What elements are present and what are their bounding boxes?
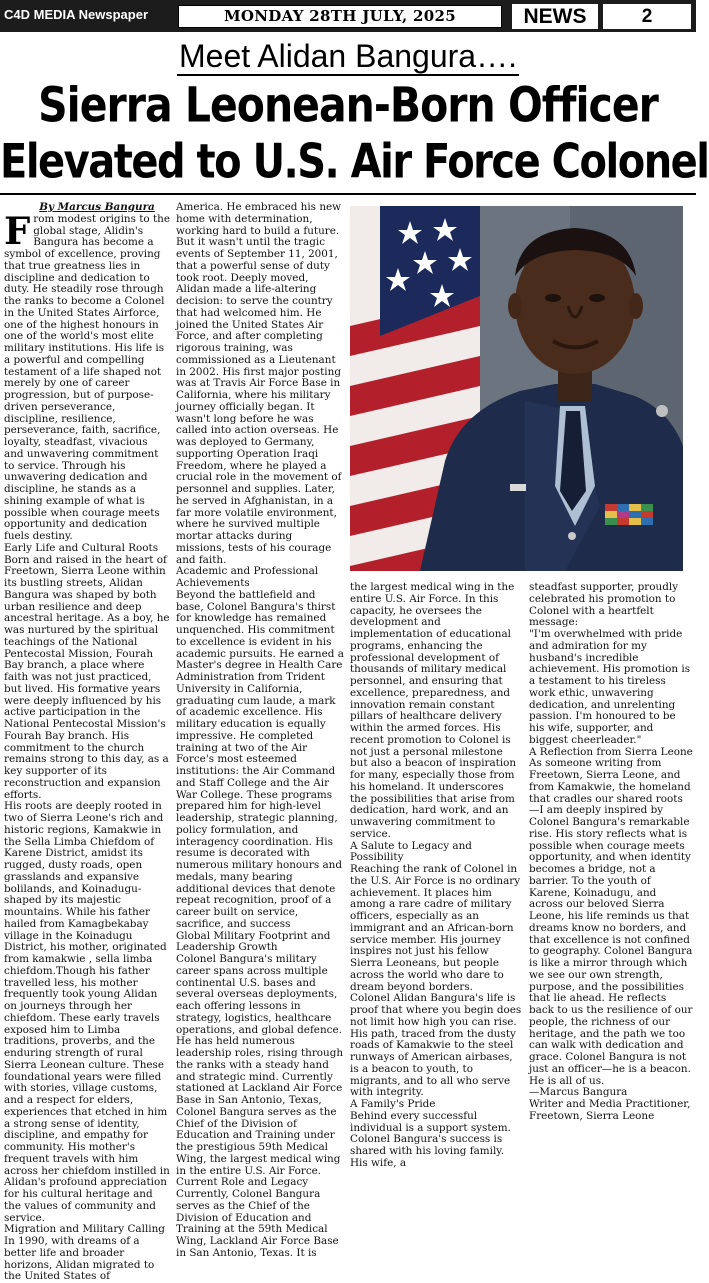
headline-divider bbox=[0, 193, 696, 195]
author-signature: —Marcus Bangura bbox=[529, 1086, 628, 1099]
subheading: Migration and Military Calling bbox=[4, 1223, 165, 1236]
article-paragraph: Colonel Alidan Bangura's life is proof that where you begin does not limit how high you can rise. His path, traced from the dusty roads of Kamakwie to the steel runways of American airbases, is a beacon to youth, to migrants, and to all who serve with integrity. bbox=[350, 992, 522, 1099]
kicker-headline bbox=[0, 36, 696, 76]
article-paragraph: the largest medical wing in the entire U.S. Air Force. In this capacity, he oversees the development and implementation of educational programs, enhancing the professional development of thousands of military medical personnel, and ensuring that excellence, preparedness, and innovation remain constant pillars of healthcare delivery within the armed forces. His recent promotion to Colonel is not just a personal milestone but also a beacon of inspiration for many, especially those from his homeland. It underscores the possibilities that arise from dedication, hard work, and an unwavering commitment to service. bbox=[350, 581, 517, 840]
article-paragraph: America. He embraced his new home with determination, working hard to build a future. But it wasn't until the tragic events of September 11, 2001, that a powerful sense of duty took root. Deeply moved, Alidan made a life-altering decision: to serve the country that had welcomed him. He joined the United States Air Force, and after completing rigorous training, was commissioned as a Lieutenant in 2002. His first major posting was at Travis Air Force Base in California, where his military journey officially began. It wasn't long before he was called into action overseas. He was deployed to Germany, supporting Operation Iraqi Freedom, where he played a crucial role in the movement of personnel and supplies. Later, he served in Afghanistan, in a far more volatile environment, where he survived multiple mortar attacks during missions, tests of his courage and faith. bbox=[176, 201, 342, 566]
section-label: NEWS bbox=[512, 4, 598, 29]
article-column-4 bbox=[529, 581, 693, 1122]
author-location: Freetown, Sierra Leone bbox=[529, 1109, 655, 1122]
article-paragraph: As someone writing from Freetown, Sierra Leone, and from Kamakwie, the homeland that cradles our shared roots—I am deeply inspired by Colonel Bangura's remarkable rise. His story reflects what is possible when courage meets opportunity, and when identity becomes a bridge, not a barrier. To the youth of Karene, Koinadugu, and across our beloved Sierra Leone, his life reminds us that dreams know no borders, and that excellence is not confined to geography. Colonel Bangura is like a mirror through which we see our own strength, purpose, and the possibilities that lie ahead. He reflects back to us the resilience of our people, the richness of our heritage, and the path we too can walk with dedication and grace. Colonel Bangura is not just an officer—he is a beacon. He is all of us. bbox=[529, 757, 693, 1087]
article-paragraph: Reaching the rank of Colonel in the U.S. Air Force is no ordinary achievement. It places him among a rare cadre of military officers, especially as an immigrant and an African-born service member. His journey inspires not just his fellow Sierra Leoneans, but people across the world who dare to dream beyond borders. bbox=[350, 863, 521, 993]
article-column-1 bbox=[4, 201, 170, 1283]
portrait-illustration bbox=[350, 206, 683, 571]
article-text: rom modest origins to the global stage, Alidin's Bangura has become a symbol of excellence, proving that true greatness lies in discipline and dedication to duty. He steadily rose through the ranks to become a Colonel in the United States Airforce, one of the highest honours in one of the world's most elite military institutions. His life is a powerful and compelling testament of a life shaped not merely by one of career progression, but of purpose-driven perseverance, discipline, resilience, perseverance, faith, sacrifice, loyalty, steadfast, vivacious and unwavering commitment to service. Through his unwavering dedication and discipline, he stands as a shining example of what is possible when courage meets opportunity and dedication fuels destiny. bbox=[4, 212, 170, 542]
issue-date: MONDAY 28TH JULY, 2025 bbox=[178, 5, 502, 28]
article-paragraph: Beyond the battlefield and base, Colonel Bangura's thirst for knowledge has remained unquenched. His commitment to excellence is evident in his academic pursuits. He earned a Master's degree in Health Care Administration from Trident University in California, graduating cum laude, a mark of academic excellence. His military education is equally impressive. He completed training at two of the Air Force's most esteemed institutions: the Air Command and Staff College and the Air War College. These programs prepared him for high-level leadership, strategic planning, policy formulation, and interagency coordination. His resume is decorated with numerous military honours and medals, many bearing additional devices that denote repeat recognition, proof of a career built on service, sacrifice, and success bbox=[176, 588, 344, 930]
article-paragraph bbox=[4, 208, 170, 543]
publication-name: C4D MEDIA Newspaper bbox=[4, 7, 148, 22]
headline-line-2: Elevated to U.S. Air Force Colonel bbox=[0, 134, 709, 190]
subheading: A Reflection from Sierra Leone bbox=[529, 745, 693, 758]
subheading: Global Military Footprint and Leadership Growth bbox=[176, 929, 331, 954]
masthead-bar bbox=[0, 0, 696, 32]
article-paragraph: Currently, Colonel Bangura serves as the Chief of the Division of Education and Training at the 59th Medical Wing, Lackland Air Force Base in San Antonio, Texas. It is bbox=[176, 1188, 339, 1259]
article-paragraph: Behind every successful individual is a support system. Colonel Bangura's success is shared with his loving family. His wife, a bbox=[350, 1109, 511, 1169]
subheading: Academic and Professional Achievements bbox=[176, 565, 319, 589]
headline-line-1: Sierra Leonean-Born Officer bbox=[38, 76, 658, 134]
article-paragraph: steadfast supporter, proudly celebrated his promotion to Colonel with a heartfelt message: bbox=[529, 581, 679, 629]
kicker-text: Meet Alidan Bangura…. bbox=[179, 38, 517, 74]
byline: By Marcus Bangura bbox=[39, 201, 155, 213]
quote-paragraph: "I'm overwhelmed with pride and admiration for my husband's incredible achievement. His promotion is a testament to his tireless work ethic, unwavering dedication, and unrelenting passion. I'm honoured to be his wife, supporter, and biggest cheerleader." bbox=[529, 628, 691, 746]
subheading: A Family's Pride bbox=[350, 1098, 436, 1110]
article-paragraph: Colonel Bangura's military career spans across multiple continental U.S. bases and several overseas deployments, each offering lessons in strategy, logistics, healthcare operations, and global defence. He has held numerous leadership roles, rising through the ranks with a steady hand and strategic mind. Currently stationed at Lackland Air Force Base in San Antonio, Texas, Colonel Bangura serves as the Chief of the Division of Education and Training under the prestigious 59th Medical Wing, the largest medical wing in the entire U.S. Air Force. bbox=[176, 953, 344, 1177]
officer-portrait-photo bbox=[350, 206, 683, 571]
page-number: 2 bbox=[603, 4, 691, 29]
article-paragraph: Born and raised in the heart of Freetown, Sierra Leone within its bustling streets, Alidan Bangura was shaped by both urban resilience and deep ancestral heritage. As a boy, he was nurtured by the spiritual teachings of the National Pentecostal Mission, Fourah Bay branch, a place where faith was not just practiced, but lived. His formative years were deeply influenced by his active participation in the National Pentecostal Mission's Fourah Bay branch. His commitment to the church remains strong to this day, as a key supporter of its reconstruction and expansion efforts. bbox=[4, 553, 170, 801]
article-column-3 bbox=[350, 581, 522, 1169]
subheading: Early Life and Cultural Roots bbox=[4, 541, 159, 554]
article-column-2 bbox=[176, 201, 344, 1259]
author-title: Writer and Media Practitioner, bbox=[529, 1098, 691, 1110]
article-paragraph: In 1990, with dreams of a better life and broader horizons, Alidan migrated to the United States of bbox=[4, 1235, 155, 1283]
article-paragraph: His roots are deeply rooted in two of Sierra Leone's rich and historic regions, Kamakwie in the Sella Limba Chiefdom of Karene District, amidst its rugged, dusty roads, open grasslands and expansive bolilands, and Koinadugu-shaped by its majestic mountains. While his father hailed from Kamagbekabay village in the Koinadugu District, his mother, originated from kamakwie , sella limba chiefdom.Though his father travelled less, his mother frequently took young Alidan on journeys through her chiefdom. These early travels exposed him to Limba traditions, proverbs, and the enduring strength of rural Sierra Leonean culture. These foundational years were filled with stories, village customs, and a respect for elders, experiences that etched in him a strong sense of identity, discipline, and empathy for community. His mother's frequent travels with him across her chiefdom instilled in Alidan's profound appreciation for his cultural heritage and the values of community and service. bbox=[4, 800, 170, 1224]
drop-cap: F bbox=[4, 208, 31, 253]
ribbon-rack bbox=[605, 504, 653, 525]
subheading: Current Role and Legacy bbox=[176, 1176, 309, 1189]
subheading: A Salute to Legacy and Possibility bbox=[350, 839, 472, 864]
